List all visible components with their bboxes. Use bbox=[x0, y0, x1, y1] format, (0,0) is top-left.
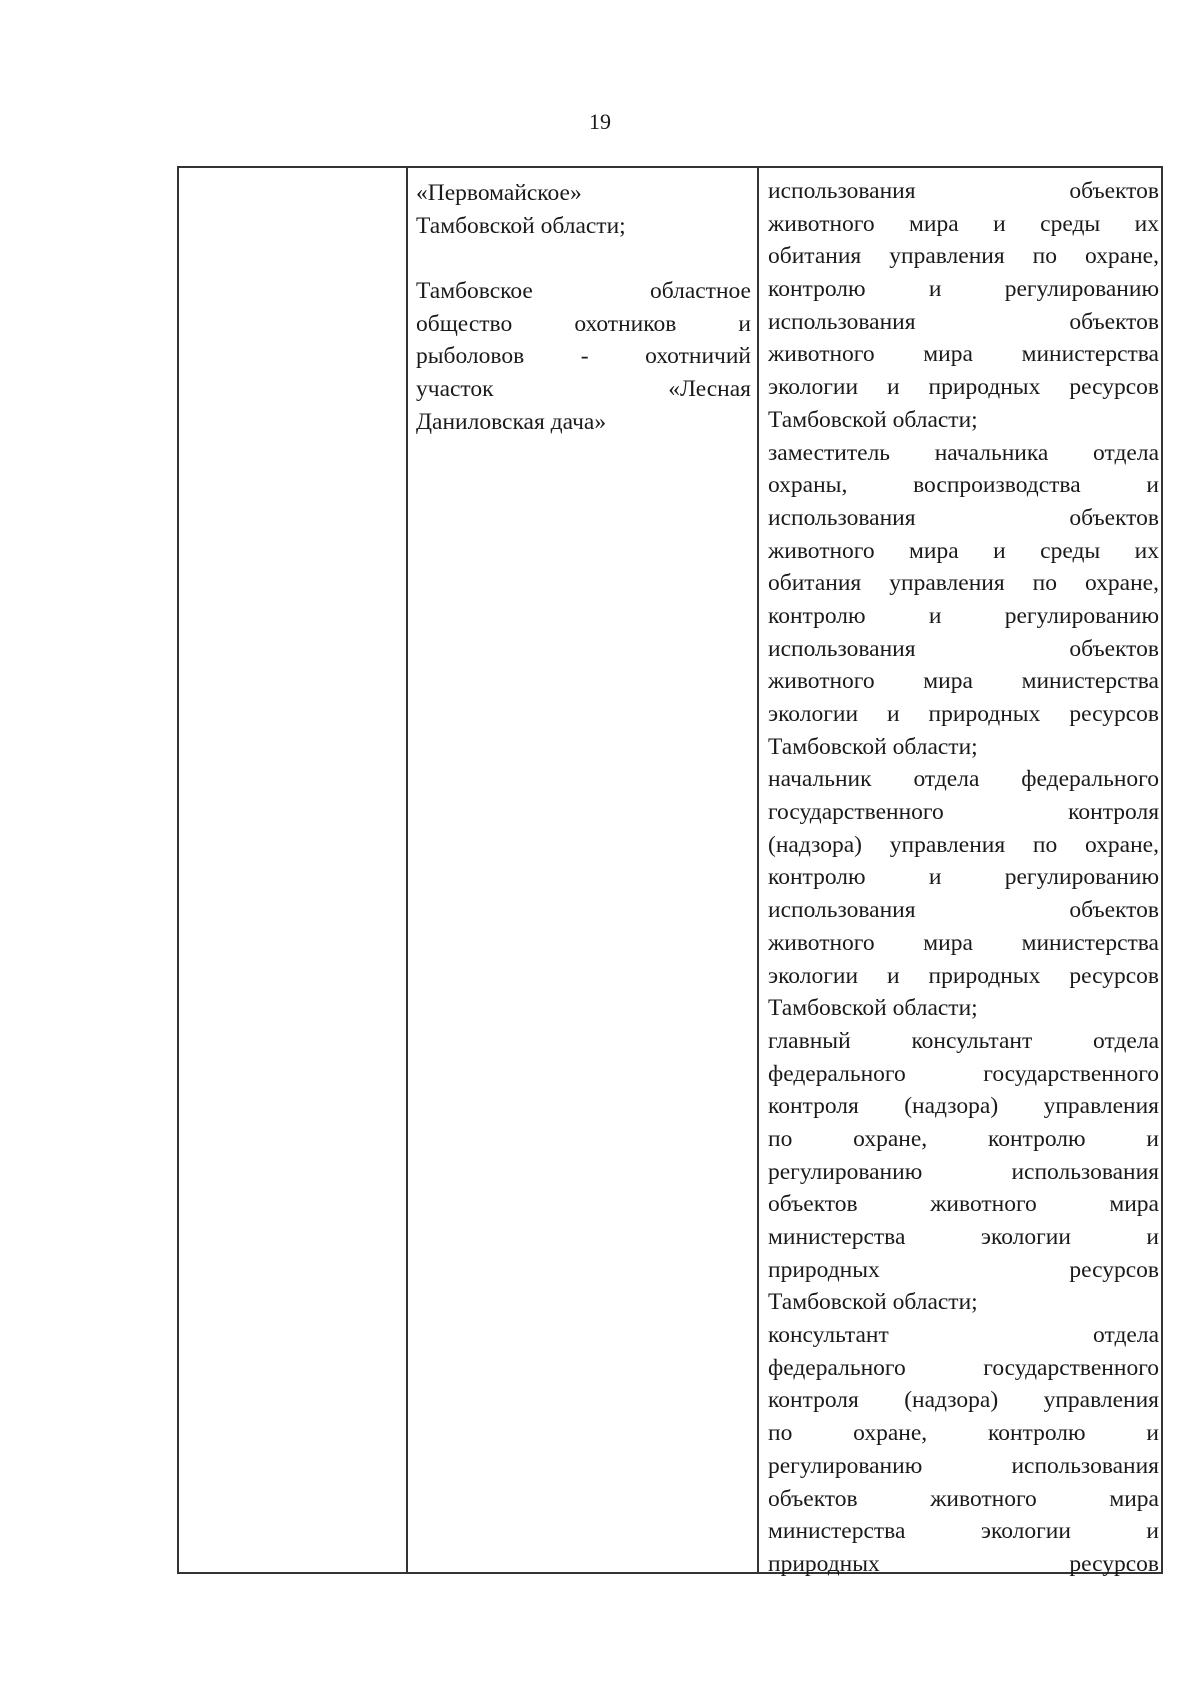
text-line: участок «Лесная bbox=[416, 376, 751, 403]
text-line: Тамбовской области; bbox=[416, 212, 626, 239]
text-line: животного мира и среды их bbox=[768, 537, 1159, 564]
text-line: экологии и природных ресурсов bbox=[768, 701, 1159, 727]
text-line: министерства экологии и bbox=[768, 1518, 1159, 1545]
table-cell-hunting-areas bbox=[408, 168, 757, 1572]
text-line: контроля (надзора) управления bbox=[768, 1093, 1159, 1120]
text-line: объектов животного мира bbox=[768, 1485, 1159, 1512]
text-line: контролю и регулированию bbox=[768, 602, 1159, 629]
text-line: Тамбовской области; bbox=[768, 406, 978, 433]
text-line: обитания управления по охране, bbox=[768, 570, 1159, 597]
table-cell-officials bbox=[759, 168, 1163, 1577]
text-line: использования объектов bbox=[768, 308, 1159, 335]
text-line: по охране, контролю и bbox=[768, 1420, 1159, 1447]
text-line: по охране, контролю и bbox=[768, 1125, 1159, 1152]
text-line: рыболовов - охотничий bbox=[416, 343, 751, 370]
text-line: начальник отдела федерального bbox=[768, 766, 1159, 793]
text-line: общество охотников и bbox=[416, 310, 751, 337]
text-line: Тамбовской области; bbox=[768, 995, 978, 1022]
text-line: экологии и природных ресурсов bbox=[768, 374, 1159, 401]
text-line: Тамбовское областное bbox=[416, 278, 751, 305]
text-line: федерального государственного bbox=[768, 1354, 1159, 1381]
document-table bbox=[177, 166, 1163, 1577]
text-line: «Первомайское» bbox=[416, 180, 582, 206]
text-line: регулированию использования bbox=[768, 1158, 1159, 1185]
text-line: федерального государственного bbox=[768, 1060, 1159, 1087]
text-line: Тамбовской области; bbox=[768, 733, 978, 760]
table-cell-empty bbox=[179, 168, 406, 1572]
text-line: консультант отдела bbox=[768, 1322, 1159, 1349]
text-line: природных ресурсов bbox=[768, 1256, 1159, 1283]
text-line: контролю и регулированию bbox=[768, 864, 1159, 891]
page-number: 19 bbox=[589, 109, 611, 134]
text-line: регулированию использования bbox=[768, 1452, 1159, 1479]
text-line: заместитель начальника отдела bbox=[768, 439, 1159, 466]
text-line: природных ресурсов bbox=[768, 1550, 1159, 1577]
text-line: экологии и природных ресурсов bbox=[768, 962, 1159, 989]
text-line: использования объектов bbox=[768, 897, 1159, 924]
text-line: контроля (надзора) управления bbox=[768, 1387, 1159, 1414]
text-line: министерства экологии и bbox=[768, 1224, 1159, 1250]
text-line: животного мира министерства bbox=[768, 668, 1159, 695]
text-line: животного мира министерства bbox=[768, 929, 1159, 956]
text-line: обитания управления по охране, bbox=[768, 243, 1159, 270]
text-line: использования объектов bbox=[768, 504, 1159, 531]
text-line: объектов животного мира bbox=[768, 1191, 1159, 1218]
text-line: (надзора) управления по охране, bbox=[768, 831, 1159, 858]
text-line: использования объектов bbox=[768, 178, 1159, 204]
text-line: Даниловская дача» bbox=[416, 408, 607, 435]
text-line: животного мира министерства bbox=[768, 341, 1159, 368]
text-line: контролю и регулированию bbox=[768, 276, 1159, 303]
text-line: животного мира и среды их bbox=[768, 210, 1159, 237]
text-line: Тамбовской области; bbox=[768, 1289, 978, 1316]
text-line: главный консультант отдела bbox=[768, 1027, 1159, 1054]
text-line: использования объектов bbox=[768, 635, 1159, 662]
text-line: государственного контроля bbox=[768, 799, 1159, 826]
text-line: охраны, воспроизводства и bbox=[768, 472, 1159, 499]
